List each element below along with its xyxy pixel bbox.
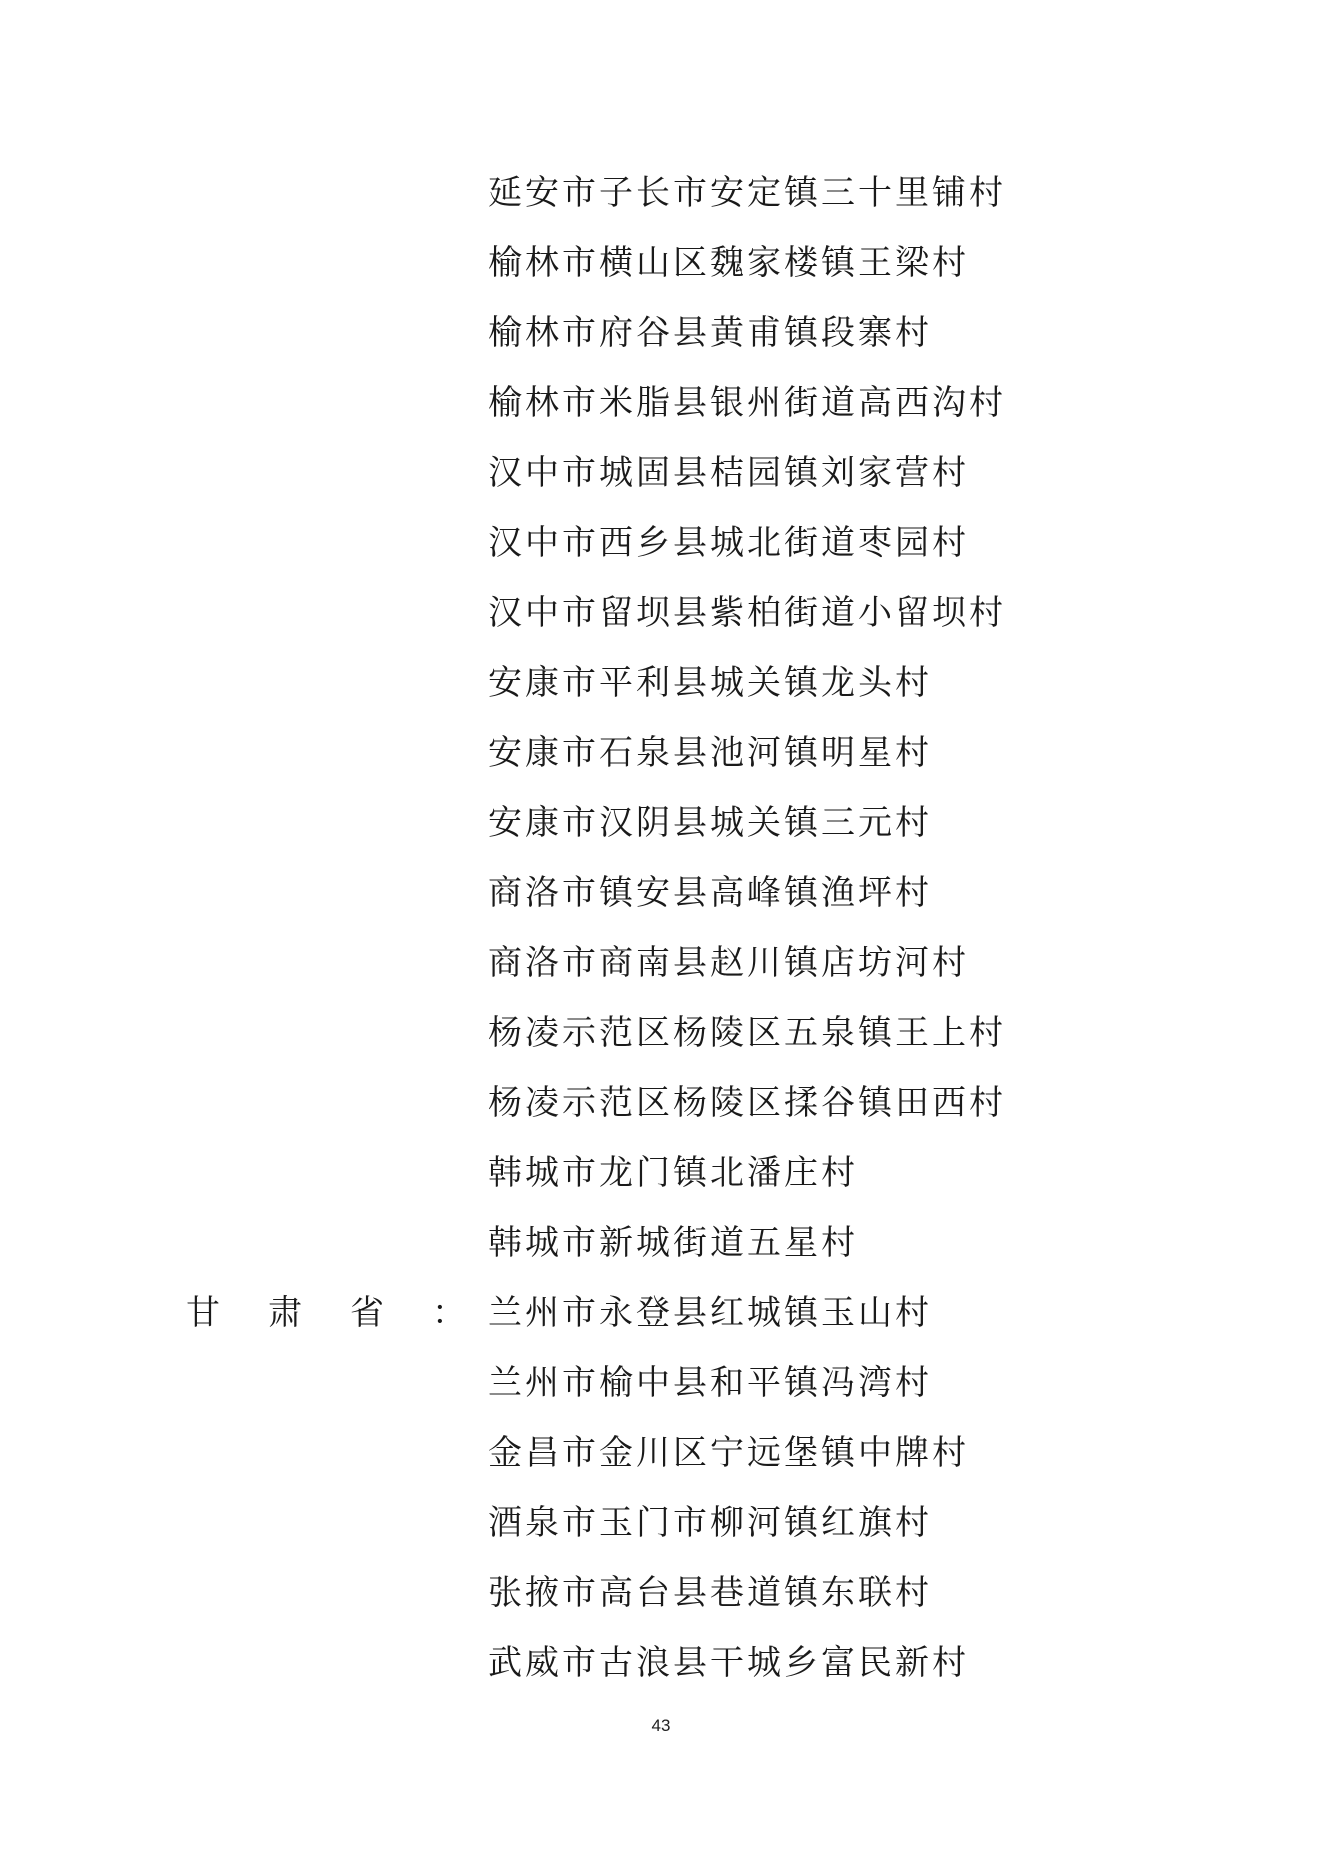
list-item: 张掖市高台县巷道镇东联村 (488, 1573, 932, 1613)
list-item: 安康市汉阴县城关镇三元村 (488, 803, 932, 843)
list-item: 延安市子长市安定镇三十里铺村 (488, 173, 1006, 213)
list-item: 兰州市榆中县和平镇冯湾村 (488, 1363, 932, 1403)
province-colon: ： (432, 1293, 466, 1333)
list-item: 酒泉市玉门市柳河镇红旗村 (488, 1503, 932, 1543)
province-char: 甘 (186, 1293, 220, 1333)
province-label-gansu (186, 1278, 466, 1348)
list-item: 商洛市镇安县高峰镇渔坪村 (488, 873, 932, 913)
province-char: 省 (350, 1293, 384, 1333)
list-item: 榆林市米脂县银州街道高西沟村 (488, 383, 1006, 423)
list-item: 榆林市横山区魏家楼镇王梁村 (488, 243, 969, 283)
list-item: 安康市平利县城关镇龙头村 (488, 663, 932, 703)
list-item: 汉中市城固县桔园镇刘家营村 (488, 453, 969, 493)
list-item: 榆林市府谷县黄甫镇段寨村 (488, 313, 932, 353)
list-item: 金昌市金川区宁远堡镇中牌村 (488, 1433, 969, 1473)
list-item: 汉中市西乡县城北街道枣园村 (488, 523, 969, 563)
list-item: 韩城市龙门镇北潘庄村 (488, 1153, 858, 1193)
list-item: 杨凌示范区杨陵区五泉镇王上村 (488, 1013, 1006, 1053)
list-item: 韩城市新城街道五星村 (488, 1223, 858, 1263)
list-item: 安康市石泉县池河镇明星村 (488, 733, 932, 773)
list-item: 武威市古浪县干城乡富民新村 (488, 1643, 969, 1683)
list-item: 商洛市商南县赵川镇店坊河村 (488, 943, 969, 983)
list-item: 杨凌示范区杨陵区揉谷镇田西村 (488, 1083, 1006, 1123)
list-item: 汉中市留坝县紫柏街道小留坝村 (488, 593, 1006, 633)
list-item: 兰州市永登县红城镇玉山村 (488, 1293, 932, 1333)
page-number: 43 (651, 1716, 671, 1735)
province-char: 肃 (268, 1293, 302, 1333)
